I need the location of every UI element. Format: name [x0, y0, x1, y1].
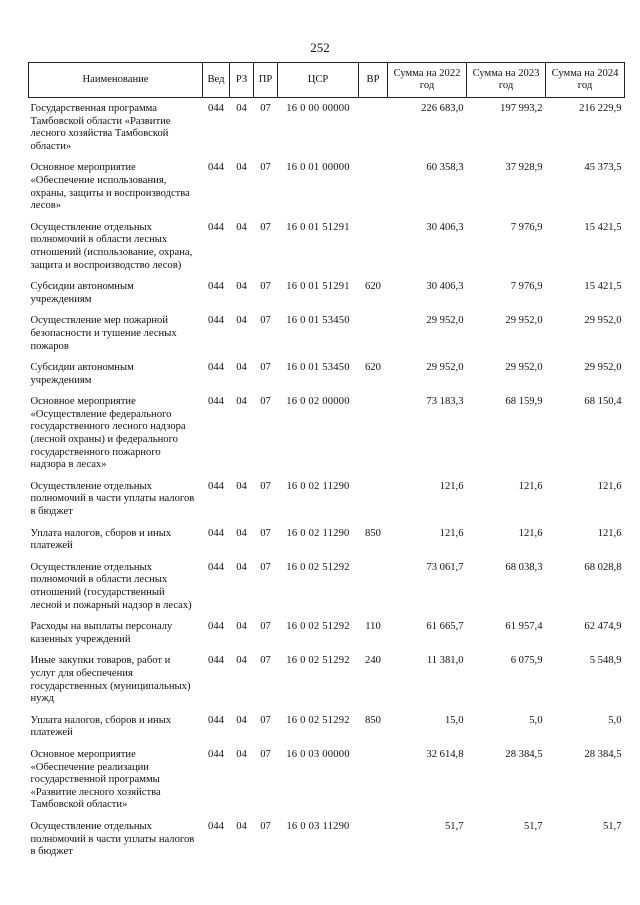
table-row: [29, 528, 625, 562]
row-rz: 04: [236, 820, 247, 832]
row-ved: 044: [208, 820, 224, 832]
row-pr: 07: [260, 396, 271, 408]
row-csr: 16 0 02 51292: [286, 655, 350, 667]
row-ved: 044: [208, 561, 224, 573]
row-amount-2022: 29 952,0: [426, 362, 464, 374]
row-pr: 07: [260, 315, 271, 327]
row-amount-2022: 30 406,3: [426, 221, 464, 233]
row-ved: 044: [208, 221, 224, 233]
row-ved: 044: [208, 621, 224, 633]
row-amount-2022: 61 665,7: [426, 621, 464, 633]
row-amount-2024: 68 150,4: [584, 396, 622, 408]
row-csr: 16 0 02 51292: [286, 621, 350, 633]
row-amount-2024: 45 373,5: [584, 162, 622, 174]
row-rz: 04: [236, 480, 247, 492]
row-ved: 044: [208, 162, 224, 174]
row-vr: [359, 562, 388, 621]
row-ved: 044: [208, 748, 224, 760]
row-amount-2022: 32 614,8: [426, 748, 464, 760]
row-amount-2023: 7 976,9: [510, 281, 543, 293]
row-pr: 07: [260, 103, 271, 114]
row-ved: 044: [208, 714, 224, 726]
row-amount-2024: 15 421,5: [584, 221, 622, 233]
table-row: [29, 98, 625, 163]
row-vr: [359, 315, 388, 362]
row-rz: 04: [236, 221, 247, 233]
row-amount-2024: 29 952,0: [584, 315, 622, 327]
row-name: Осуществление отдельных полномочий в части уплаты налогов в бюджет: [30, 480, 195, 518]
row-name: Уплата налогов, сборов и иных платежей: [30, 527, 172, 552]
row-pr: 07: [260, 748, 271, 760]
row-csr: 16 0 01 51291: [286, 221, 350, 233]
table-row: [29, 481, 625, 528]
row-ved: 044: [208, 655, 224, 667]
table-row: [29, 715, 625, 749]
row-name: Расходы на выплаты персоналу казенных учреждений: [30, 621, 173, 645]
row-amount-2022: 121,6: [439, 480, 464, 492]
row-ved: 044: [208, 396, 224, 408]
table-row: [29, 562, 625, 621]
row-vr: 620: [365, 281, 381, 293]
row-csr: 16 0 00 00000: [286, 103, 350, 114]
row-csr: 16 0 01 51291: [286, 281, 350, 293]
row-rz: 04: [236, 315, 247, 327]
row-rz: 04: [236, 103, 247, 114]
row-csr: 16 0 02 51292: [286, 714, 350, 726]
row-vr: [359, 162, 388, 221]
row-ved: 044: [208, 281, 224, 293]
row-amount-2023: 68 038,3: [505, 561, 543, 573]
table-body: [29, 98, 625, 868]
row-amount-2024: 51,7: [602, 820, 622, 832]
row-rz: 04: [236, 362, 247, 374]
header-rz: РЗ: [230, 63, 254, 98]
table-header-row: [29, 63, 625, 98]
row-csr: 16 0 01 53450: [286, 315, 350, 327]
row-amount-2024: 68 028,8: [584, 561, 622, 573]
row-csr: 16 0 02 11290: [286, 480, 350, 492]
row-vr: [359, 98, 388, 163]
row-amount-2023: 197 993,2: [500, 103, 543, 114]
row-name: Основное мероприятие «Осуществление федерального государственного лесного надзора (лесной охраны) и федерального государственного пожарного надзора в лесах»: [30, 396, 186, 471]
row-amount-2024: 216 229,9: [579, 103, 622, 114]
row-amount-2024: 15 421,5: [584, 281, 622, 293]
header-ved: Вед: [203, 63, 230, 98]
row-name: Субсидии автономным учреждениям: [30, 281, 134, 305]
row-name: Основное мероприятие «Обеспечение реализации государственной программы «Развитие лесного хозяйства Тамбовской области»: [30, 748, 161, 811]
row-amount-2024: 5 548,9: [589, 655, 622, 667]
row-vr: 110: [365, 621, 381, 633]
row-csr: 16 0 03 11290: [286, 820, 350, 832]
row-vr: 850: [365, 527, 381, 539]
row-amount-2023: 121,6: [518, 480, 543, 492]
row-rz: 04: [236, 162, 247, 174]
row-rz: 04: [236, 621, 247, 633]
row-amount-2023: 121,6: [518, 527, 543, 539]
row-amount-2022: 15,0: [444, 714, 464, 726]
row-amount-2023: 29 952,0: [505, 362, 543, 374]
table-row: [29, 162, 625, 221]
row-csr: 16 0 02 00000: [286, 396, 350, 408]
row-pr: 07: [260, 655, 271, 667]
header-pr: ПР: [254, 63, 278, 98]
row-amount-2024: 29 952,0: [584, 362, 622, 374]
row-name: Основное мероприятие «Обеспечение использования, охраны, защиты и воспроизводства лесов»: [30, 162, 190, 212]
row-rz: 04: [236, 655, 247, 667]
row-ved: 044: [208, 315, 224, 327]
row-name: Осуществление отдельных полномочий в части уплаты налогов в бюджет: [30, 820, 195, 858]
row-pr: 07: [260, 362, 271, 374]
row-rz: 04: [236, 748, 247, 760]
row-amount-2023: 29 952,0: [505, 315, 543, 327]
table-row: [29, 821, 625, 868]
row-name: Осуществление отдельных полномочий в области лесных отношений (использование, охрана, защита и воспроизводство лесов): [30, 221, 193, 271]
row-amount-2024: 121,6: [597, 480, 622, 492]
header-vr: ВР: [359, 63, 388, 98]
row-name: Осуществление мер пожарной безопасности и тушение лесных пожаров: [30, 315, 177, 352]
row-ved: 044: [208, 480, 224, 492]
header-csr: ЦСР: [278, 63, 359, 98]
row-amount-2022: 29 952,0: [426, 315, 464, 327]
budget-table: [28, 62, 625, 868]
header-2024: Сумма на 2024 год: [546, 63, 625, 98]
row-rz: 04: [236, 561, 247, 573]
row-csr: 16 0 02 51292: [286, 561, 350, 573]
row-pr: 07: [260, 561, 271, 573]
table-row: [29, 749, 625, 821]
row-pr: 07: [260, 221, 271, 233]
row-ved: 044: [208, 103, 224, 114]
row-ved: 044: [208, 362, 224, 374]
row-csr: 16 0 02 11290: [286, 527, 350, 539]
row-vr: [359, 481, 388, 528]
table-row: [29, 621, 625, 655]
row-pr: 07: [260, 162, 271, 174]
row-pr: 07: [260, 820, 271, 832]
row-amount-2022: 30 406,3: [426, 281, 464, 293]
row-name: Иные закупки товаров, работ и услуг для обеспечения государственных (муниципальных) нужд: [30, 655, 191, 705]
row-name: Осуществление отдельных полномочий в области лесных отношений (государственный лесной и пожарный надзор в лесах): [30, 561, 192, 611]
row-vr: 240: [365, 655, 381, 667]
row-vr: 620: [365, 362, 381, 374]
row-amount-2023: 51,7: [523, 820, 543, 832]
row-rz: 04: [236, 527, 247, 539]
row-ved: 044: [208, 527, 224, 539]
page-number: 252: [310, 40, 330, 55]
row-pr: 07: [260, 527, 271, 539]
row-name: Государственная программа Тамбовской области «Развитие лесного хозяйства Тамбовской области»: [30, 103, 171, 152]
row-amount-2024: 121,6: [597, 527, 622, 539]
row-name: Уплата налогов, сборов и иных платежей: [30, 714, 172, 739]
row-amount-2023: 6 075,9: [510, 655, 543, 667]
row-pr: 07: [260, 480, 271, 492]
row-vr: [359, 821, 388, 868]
row-amount-2024: 62 474,9: [584, 621, 622, 633]
row-amount-2024: 5,0: [608, 714, 622, 726]
header-name: Наименование: [29, 63, 203, 98]
header-2022: Сумма на 2022 год: [388, 63, 467, 98]
row-csr: 16 0 01 00000: [286, 162, 350, 174]
row-pr: 07: [260, 621, 271, 633]
row-amount-2023: 7 976,9: [510, 221, 543, 233]
table-row: [29, 362, 625, 396]
table-row: [29, 222, 625, 281]
row-amount-2024: 28 384,5: [584, 748, 622, 760]
row-rz: 04: [236, 714, 247, 726]
table-row: [29, 396, 625, 481]
row-vr: [359, 396, 388, 481]
row-amount-2022: 11 381,0: [426, 655, 464, 667]
row-amount-2022: 226 683,0: [421, 103, 464, 114]
row-amount-2023: 61 957,4: [505, 621, 543, 633]
row-vr: 850: [365, 714, 381, 726]
row-pr: 07: [260, 281, 271, 293]
header-2023: Сумма на 2023 год: [467, 63, 546, 98]
row-vr: [359, 749, 388, 821]
row-amount-2022: 73 061,7: [426, 561, 464, 573]
row-amount-2023: 37 928,9: [505, 162, 543, 174]
row-amount-2023: 28 384,5: [505, 748, 543, 760]
row-csr: 16 0 01 53450: [286, 362, 350, 374]
row-amount-2022: 60 358,3: [426, 162, 464, 174]
row-pr: 07: [260, 714, 271, 726]
row-rz: 04: [236, 396, 247, 408]
row-amount-2022: 51,7: [444, 820, 464, 832]
table-row: [29, 281, 625, 315]
row-name: Субсидии автономным учреждениям: [30, 362, 134, 386]
row-amount-2022: 121,6: [439, 527, 464, 539]
table-row: [29, 315, 625, 362]
row-csr: 16 0 03 00000: [286, 748, 350, 760]
row-amount-2023: 68 159,9: [505, 396, 543, 408]
row-rz: 04: [236, 281, 247, 293]
table-row: [29, 655, 625, 714]
row-amount-2022: 73 183,3: [426, 396, 464, 408]
row-amount-2023: 5,0: [529, 714, 543, 726]
row-vr: [359, 222, 388, 281]
